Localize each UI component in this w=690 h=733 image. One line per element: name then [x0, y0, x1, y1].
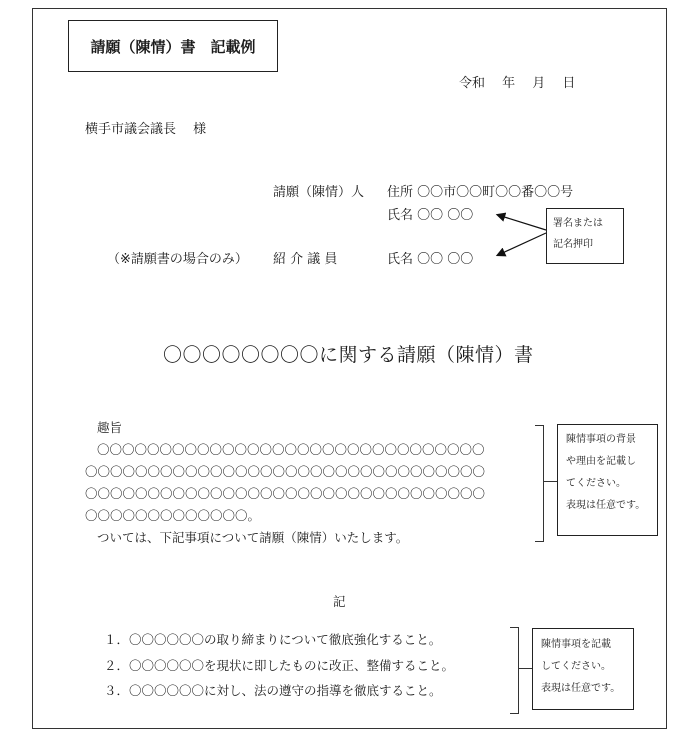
purpose-line: 〇〇〇〇〇〇〇〇〇〇〇〇〇〇〇〇〇〇〇〇〇〇〇〇〇〇〇〇〇〇〇〇 [85, 486, 486, 501]
items-note-box [532, 628, 634, 710]
item-row: ２．〇〇〇〇〇〇を現状に即したものに改正、整備すること。 [104, 658, 455, 673]
items-note-line: 表現は任意です。 [541, 683, 621, 694]
arrow-to-introducer-name [498, 233, 546, 255]
items-bracket [510, 627, 519, 714]
signature-note-line: 署名または [553, 218, 603, 229]
main-heading: 〇〇〇〇〇〇〇〇に関する請願（陳情）書 [163, 344, 534, 366]
purpose-note-box [557, 424, 658, 536]
purpose-note-line: 表現は任意です。 [566, 500, 646, 511]
purpose-label: 趣旨 [97, 420, 123, 435]
purpose-line: 〇〇〇〇〇〇〇〇〇〇〇〇〇〇〇〇〇〇〇〇〇〇〇〇〇〇〇〇〇〇〇 [97, 442, 485, 457]
items-note-line: 陳情事項を記載 [541, 639, 611, 650]
items-note-line: してください。 [541, 661, 611, 672]
item-row: １．〇〇〇〇〇〇の取り締まりについて徹底強化すること。 [104, 632, 442, 647]
item-row: ３．〇〇〇〇〇〇に対し、法の遵守の指導を徹底すること。 [104, 683, 442, 698]
date-line: 令和 年 月 日 [459, 76, 576, 91]
signature-note-line: 記名押印 [553, 239, 593, 250]
purpose-note-line: てください。 [566, 478, 626, 489]
purpose-note-line: 陳情事項の背景 [566, 434, 636, 445]
signature-note-box [546, 208, 624, 264]
document-page [32, 8, 667, 729]
purpose-bracket-tick [543, 481, 557, 482]
purpose-line: 〇〇〇〇〇〇〇〇〇〇〇〇〇〇〇〇〇〇〇〇〇〇〇〇〇〇〇〇〇〇〇〇 [85, 464, 486, 479]
introducer-name: 氏名 〇〇 〇〇 [387, 252, 474, 267]
purpose-closing: ついては、下記事項について請願（陳情）いたします。 [97, 530, 409, 545]
items-bracket-tick [518, 668, 532, 669]
purpose-bracket [535, 425, 544, 542]
addressee: 横手市議会議長 様 [85, 122, 207, 137]
purpose-line: 〇〇〇〇〇〇〇〇〇〇〇〇〇。 [85, 508, 261, 523]
ki-label: 記 [333, 594, 346, 609]
petitioner-role: 請願（陳情）人 [273, 185, 365, 200]
introducer-condition: （※請願書の場合のみ） [107, 252, 248, 267]
document-title: 請願（陳情）書 記載例 [68, 20, 278, 72]
petitioner-address: 住所 〇〇市〇〇町〇〇番〇〇号 [387, 185, 574, 200]
arrow-to-petitioner-name [498, 215, 546, 230]
introducer-role: 紹 介 議 員 [273, 252, 338, 267]
petitioner-name: 氏名 〇〇 〇〇 [387, 208, 474, 223]
purpose-note-line: や理由を記載し [566, 456, 636, 467]
